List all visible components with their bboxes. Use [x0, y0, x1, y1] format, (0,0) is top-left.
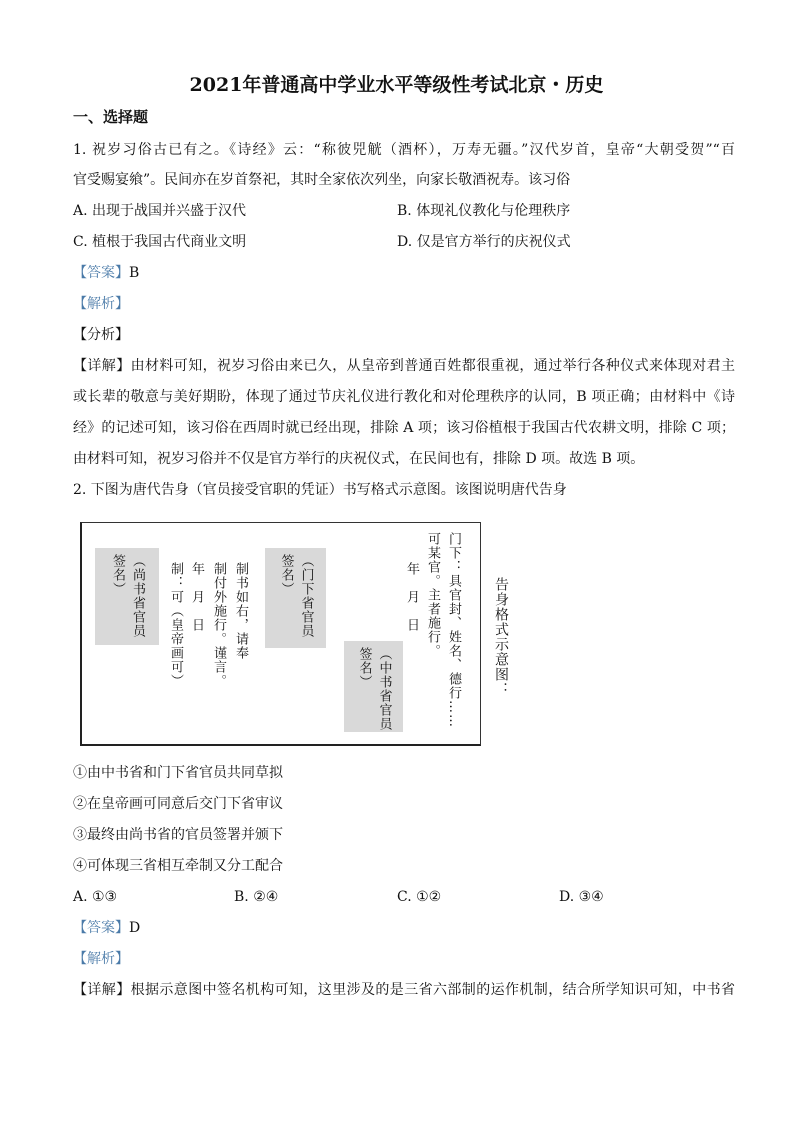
q2-stem: 2. 下图为唐代告身（官员接受官职的凭证）书写格式示意图。该图说明唐代告身	[73, 482, 567, 498]
diagram-date: 年 月 日	[189, 562, 204, 632]
answer-value: B	[129, 265, 140, 281]
q1-option-c: C. 植根于我国古代商业文明	[73, 234, 247, 250]
diagram-col-appoint: 可某官。主者施行。	[425, 532, 440, 658]
answer-value: D	[129, 920, 141, 936]
answer-label: 【答案】	[73, 265, 129, 281]
q1-option-d: D. 仅是官方举行的庆祝仪式	[397, 234, 571, 250]
diagram-col-issue: 制付外施行。谨言。	[211, 562, 226, 688]
q2-statement: ③最终由尚书省的官员签署并颁下	[73, 827, 283, 843]
q1-analysis-label: 【解析】	[73, 296, 129, 312]
q1-detail-line: 或长辈的敬意与美好期盼，体现了通过节庆礼仪进行教化和对伦理秩序的认同，B 项正确；由材料中《诗	[73, 389, 735, 405]
detail-text: 根据示意图中签名机构可知，这里涉及的是三省六部制的运作机制，结合所学知识可知，中书省	[130, 982, 736, 998]
diagram-caption: 告身格式示意图：	[493, 577, 509, 697]
detail-label: 【详解】	[73, 982, 131, 998]
signature-text: 签名）	[278, 554, 294, 596]
q2-option-b: B. ②④	[234, 889, 279, 905]
diagram-col-request: 制书如右，请奉	[233, 562, 248, 660]
q2-answer	[73, 918, 735, 938]
q2-option-c: C. ①②	[397, 889, 442, 905]
q2-option-a: A. ①③	[73, 889, 118, 905]
q1-option-a: A. 出现于战国并兴盛于汉代	[73, 203, 247, 219]
section-heading: 一、选择题	[73, 108, 149, 126]
detail-label: 【详解】	[73, 358, 131, 374]
q1-option-b: B. 体现礼仪教化与伦理秩序	[397, 203, 571, 219]
q2-statement: ②在皇帝画可同意后交门下省审议	[73, 796, 283, 812]
page-title: 2021年普通高中学业水平等级性考试北京・历史	[189, 74, 604, 96]
q1-fenxi-label: 【分析】	[73, 327, 129, 343]
menxia-signature-box	[265, 548, 326, 648]
q1-detail-line: 经》的记述可知，该习俗在西周时就已经出现，排除 A 项；该习俗植根于我国古代农耕文明，排除 C 项；	[73, 420, 735, 436]
detail-text: 由材料可知，祝岁习俗由来已久，从皇帝到普通百姓都很重视，通过举行各种仪式来体现对君主	[130, 358, 736, 374]
q1-stem-line: 1. 祝岁习俗古已有之。《诗经》云：“称彼兕觥（酒杯），万寿无疆。”汉代岁首，皇帝“大朝受贺”“百	[73, 142, 735, 158]
q1-detail-line	[73, 356, 735, 376]
q2-detail-line	[73, 980, 735, 1000]
q1-detail-line: 由材料可知，祝岁习俗并不仅是官方举行的庆祝仪式，在民间也有，排除 D 项。故选 B 项。	[73, 451, 645, 467]
diagram-col-menxia-header: 门下：具官封、姓名、德行……	[446, 532, 461, 728]
signature-text: 签名）	[110, 554, 125, 596]
q1-answer	[73, 263, 735, 283]
shangshu-signature-box	[95, 548, 159, 645]
diagram-date: 年 月 日	[404, 562, 419, 632]
q2-option-d: D. ③④	[559, 889, 604, 905]
q1-stem-line: 官受赐宴飨”。民间亦在岁首祭祀，其时全家依次列坐，向家长敬酒祝寿。该习俗	[73, 172, 571, 188]
signature-text: （门下省官员	[298, 554, 314, 638]
signature-text: （尚书省官员	[130, 554, 145, 638]
answer-label: 【答案】	[73, 920, 129, 936]
diagram-col-emperor: 制：可（皇帝画可）	[168, 562, 183, 688]
q2-statement: ①由中书省和门下省官员共同草拟	[73, 765, 283, 781]
signature-text: 签名）	[356, 647, 372, 689]
q2-statement: ④可体现三省相互牵制又分工配合	[73, 858, 283, 874]
q2-analysis-label: 【解析】	[73, 951, 129, 967]
signature-text: （中书省官员	[376, 647, 392, 731]
zhongshu-signature-box	[344, 641, 403, 732]
